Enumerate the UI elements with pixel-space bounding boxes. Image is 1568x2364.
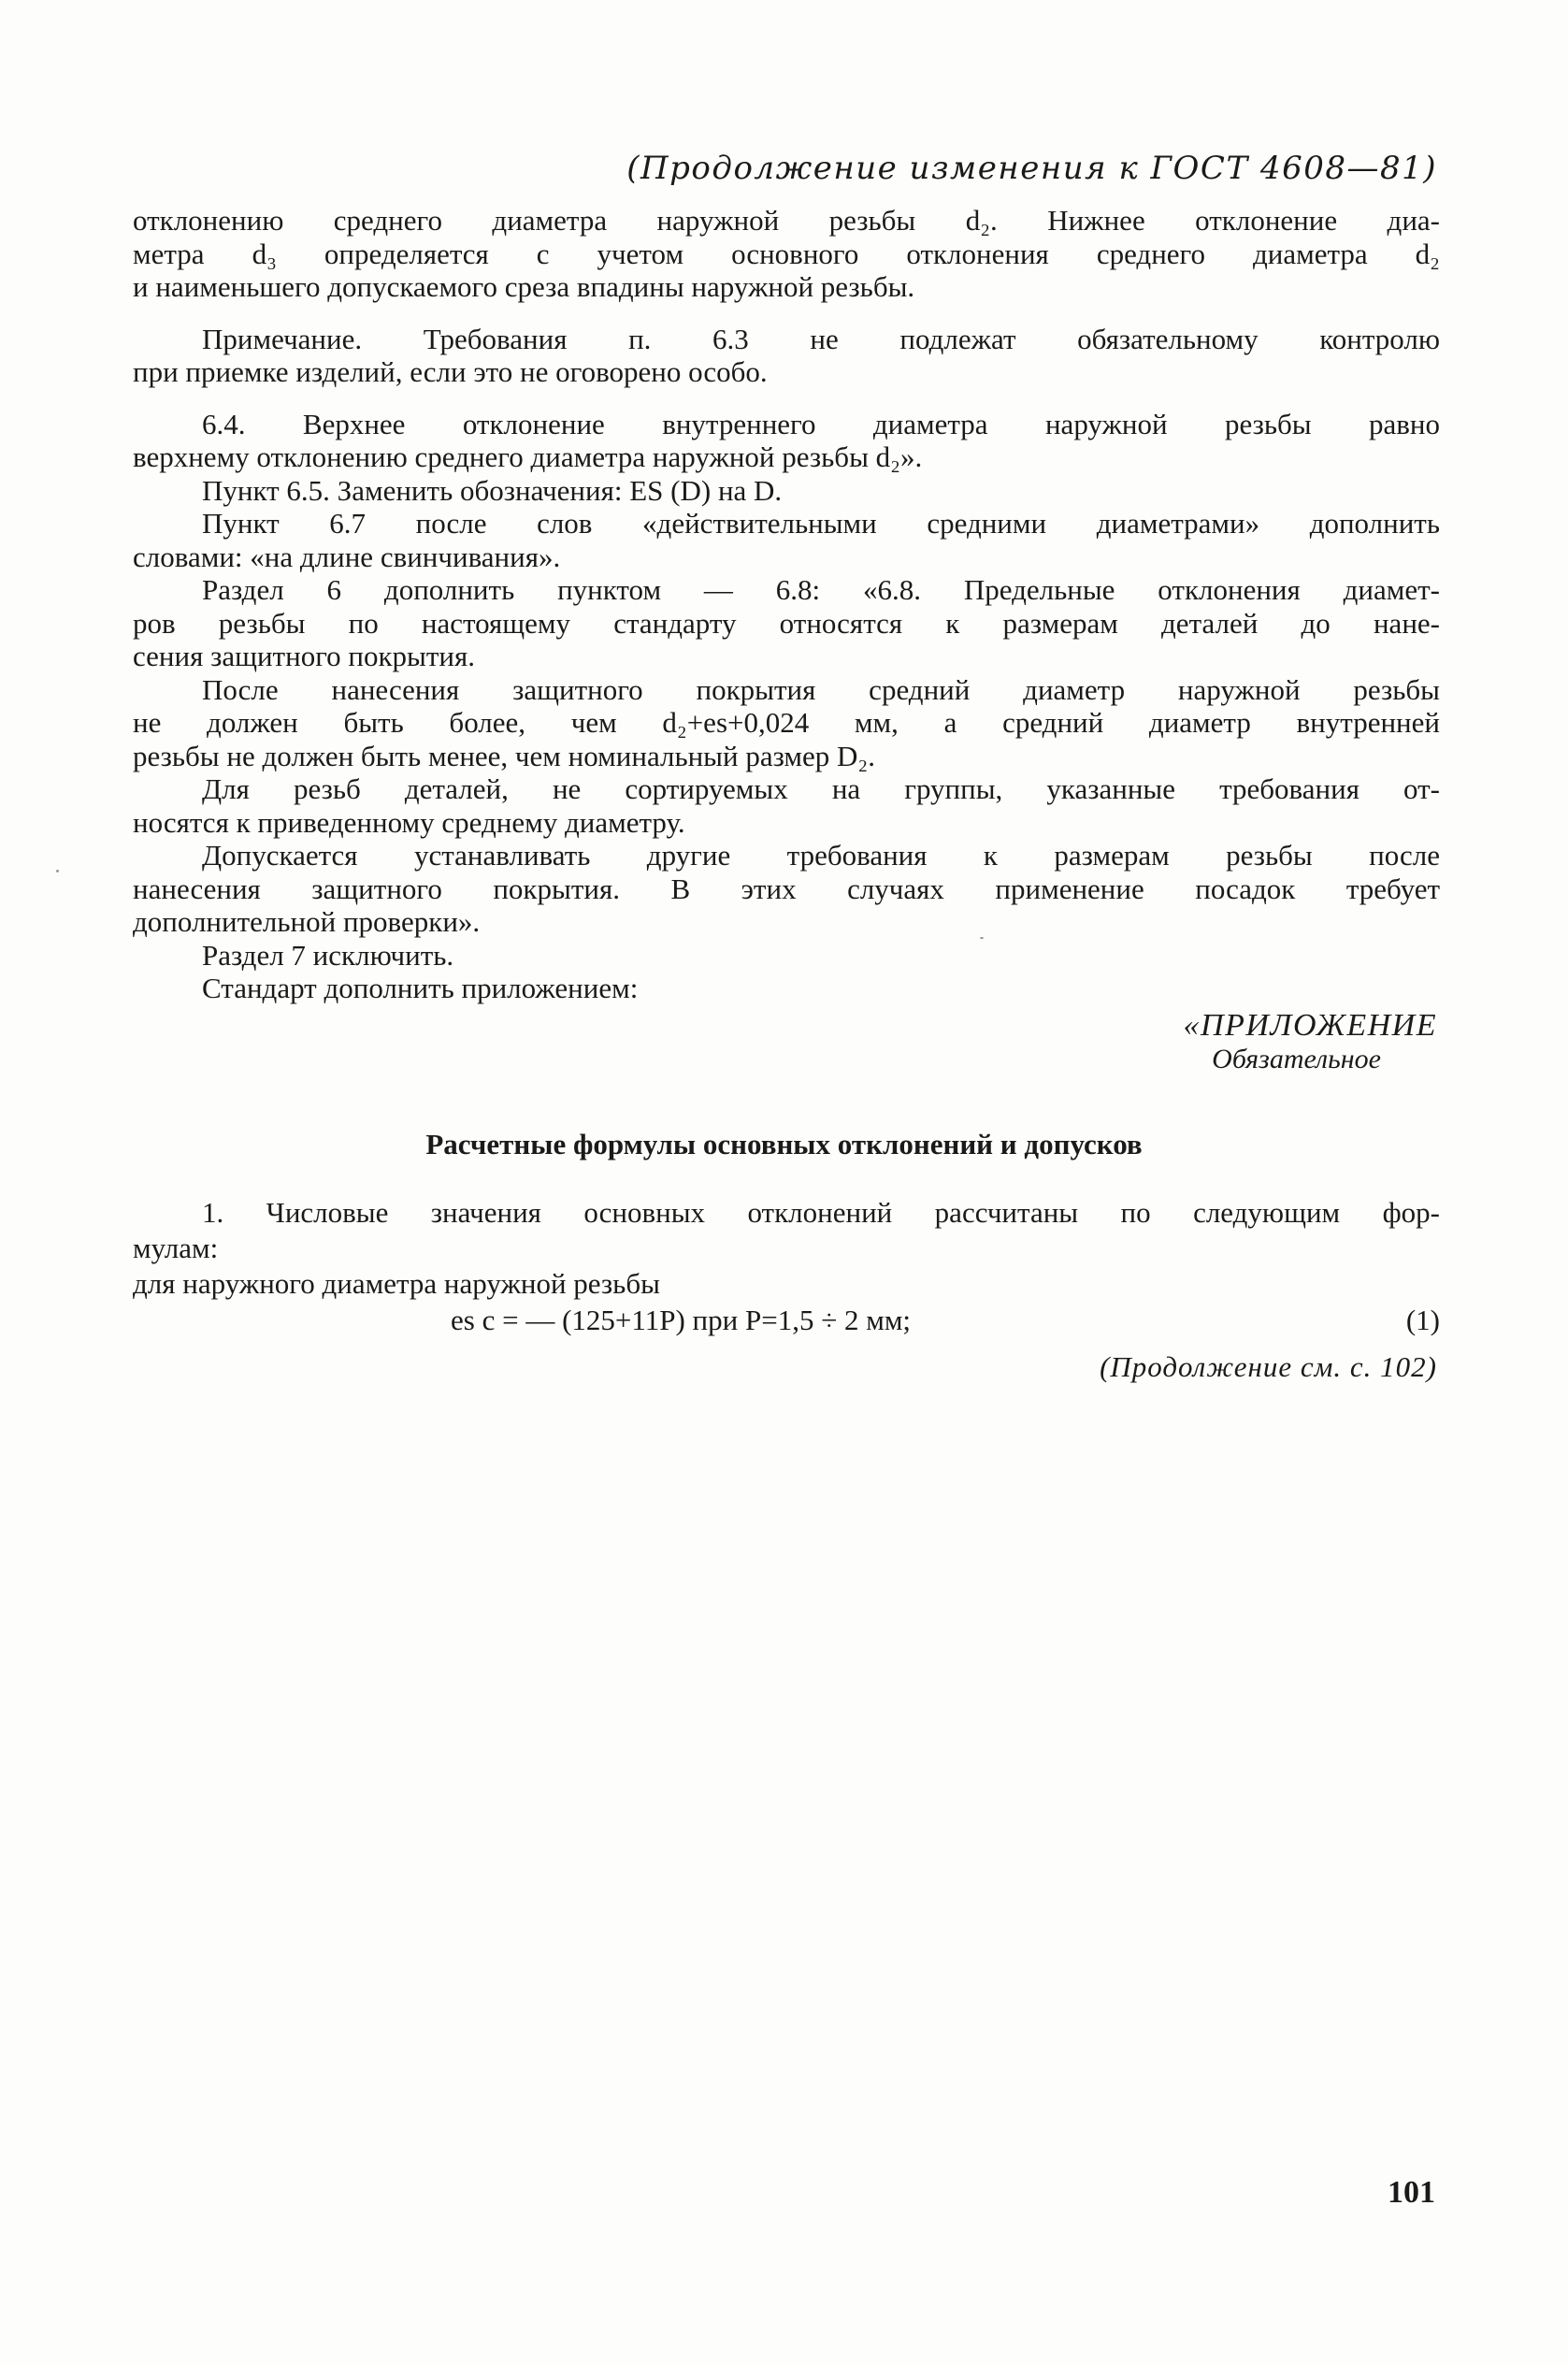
body-text (133, 204, 1440, 1005)
text-line: не должен быть более, чем d₂+es+0,024 мм, а средний диаметр внутренней (133, 706, 1440, 739)
text-line: После нанесения защитного покрытия средний диаметр наружной резьбы (202, 672, 1440, 706)
text-line: Пункт 6.7 после слов «действительными средними диаметрами» дополнить (202, 507, 1440, 540)
text-line: Стандарт дополнить приложением: (202, 972, 639, 1004)
text-line: ров резьбы по настоящему стандарту относятся к размерам деталей до нане- (133, 606, 1440, 640)
text-line: для наружного диаметра наружной резьбы (133, 1267, 660, 1300)
appendix-label (1184, 1008, 1437, 1075)
text-line: и наименьшего допускаемого среза впадины наружной резьбы. (133, 270, 915, 303)
text-line: мулам: (133, 1232, 219, 1264)
continuation-note: (Продолжение см. с. 102) (1100, 1350, 1437, 1383)
text-line: сения защитного покрытия. (133, 640, 476, 672)
formula: es c = — (125+11P) при P=1,5 ÷ 2 мм; (451, 1304, 912, 1336)
text-line: словами: «на длине свинчивания». (133, 540, 561, 573)
text-line: носятся к приведенному среднему диаметру. (133, 805, 685, 839)
appendix-subtitle: Обязательное (1212, 1044, 1381, 1074)
section-text (133, 1195, 1440, 1302)
page-header: (Продолжение изменения к ГОСТ 4608—81) (626, 150, 1437, 187)
formula-number: (1) (1405, 1304, 1440, 1336)
text-line: отклонению среднего диаметра наружной резьбы d₂. Нижнее отклонение диа- (133, 204, 1440, 237)
page-number: 101 (1388, 2175, 1435, 2210)
note-line: Примечание. Требования п. 6.3 не подлежат обязательному контролю (202, 322, 1440, 355)
formula-row (133, 1304, 1440, 1341)
text-line: нанесения защитного покрытия. В этих случаях применение посадок требует (133, 872, 1440, 905)
text-line: метра d₃ определяется с учетом основного отклонения среднего диаметра d₂ (133, 237, 1440, 270)
text-line: дополнительной проверки». (133, 905, 481, 938)
appendix-title: «ПРИЛОЖЕНИЕ (1183, 1008, 1437, 1043)
section-heading: Расчетные формулы основных отклонений и допусков (425, 1128, 1143, 1160)
text-line: верхнему отклонению среднего диаметра наружной резьбы d₂». (133, 440, 923, 473)
text-line: Раздел 6 дополнить пунктом — 6.8: «6.8. Предельные отклонения диамет- (202, 573, 1440, 606)
scan-speck (980, 937, 984, 939)
scan-speck (56, 870, 59, 872)
text-line: Раздел 7 исключить. (202, 938, 454, 972)
text-line: 1. Числовые значения основных отклонений рассчитаны по следующим фор- (202, 1196, 1440, 1229)
text-line: Допускается устанавливать другие требования к размерам резьбы после (202, 839, 1440, 872)
text-line: Для резьб деталей, не сортируемых на группы, указанные требования от- (202, 772, 1440, 805)
text-line: резьбы не должен быть менее, чем номинальный размер D₂. (133, 739, 875, 772)
text-line: Пункт 6.5. Заменить обозначения: ES (D) на D. (202, 473, 783, 507)
note-line: при приемке изделий, если это не оговорено особо. (133, 355, 768, 388)
text-line: 6.4. Верхнее отклонение внутреннего диаметра наружной резьбы равно (202, 407, 1440, 440)
